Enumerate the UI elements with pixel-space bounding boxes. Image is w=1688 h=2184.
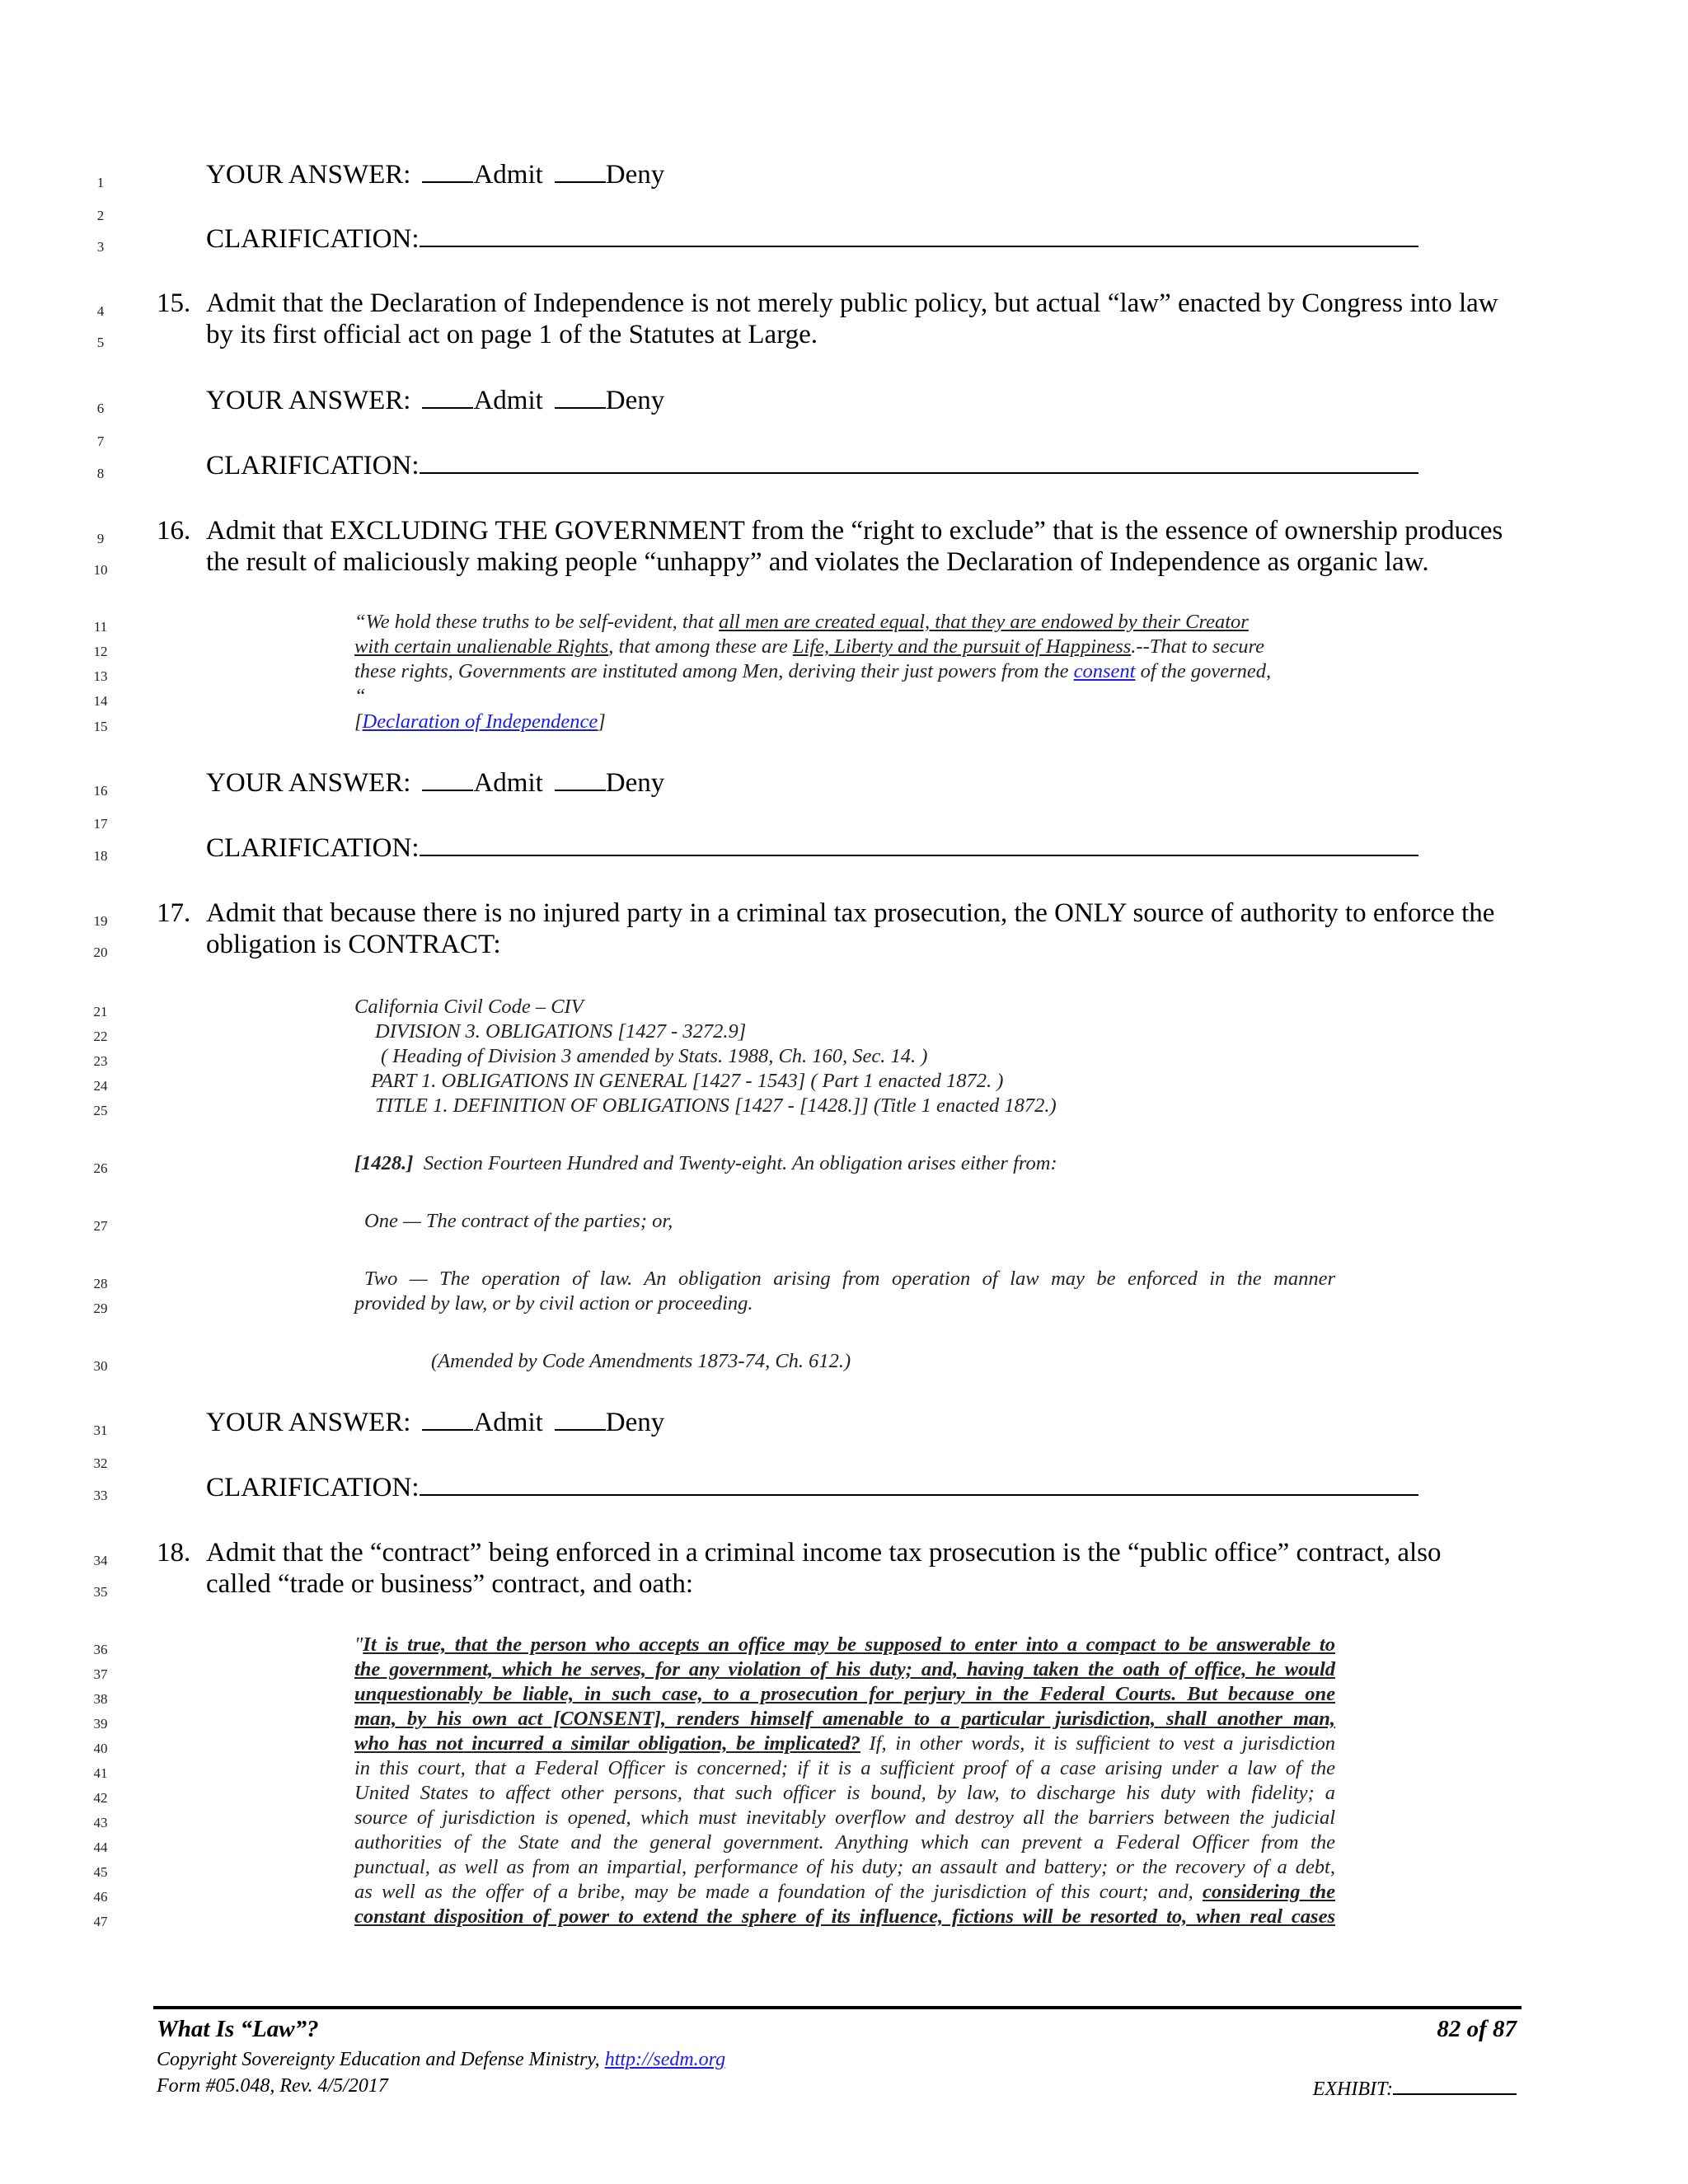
line-number: 47 bbox=[93, 1914, 108, 1929]
clarification-label: CLARIFICATION: bbox=[206, 833, 420, 863]
line-number: 18 bbox=[93, 848, 108, 864]
clarification-blank[interactable] bbox=[420, 452, 1418, 474]
footer-exhibit: EXHIBIT: bbox=[1313, 2075, 1517, 2101]
line-number: 13 bbox=[93, 668, 108, 684]
line-number: 22 bbox=[93, 1029, 108, 1044]
admit-label: Admit bbox=[473, 1408, 543, 1437]
line-number: 3 bbox=[96, 239, 105, 255]
consent-link[interactable]: consent bbox=[1073, 660, 1136, 682]
footer-copyright: Copyright Sovereignty Education and Defense Ministry, http://sedm.org bbox=[157, 2049, 726, 2070]
deny-label: Deny bbox=[605, 1408, 665, 1437]
line-number: 25 bbox=[93, 1103, 108, 1118]
question-text: Admit that because there is no injured party in a criminal tax prosecution, the ONLY source of authority to enforce the bbox=[206, 898, 1495, 928]
line-number: 20 bbox=[93, 944, 108, 960]
line-number: 37 bbox=[93, 1666, 108, 1682]
line-number: 43 bbox=[93, 1815, 108, 1830]
line-number: 29 bbox=[93, 1301, 108, 1316]
line-number: 2 bbox=[96, 208, 105, 223]
code-heading: DIVISION 3. OBLIGATIONS [1427 - 3272.9] bbox=[375, 1020, 747, 1043]
clarification-row bbox=[206, 451, 1418, 481]
question-number: 16. bbox=[157, 516, 191, 546]
line-number: 38 bbox=[93, 1691, 108, 1707]
line-number: 4 bbox=[96, 303, 105, 319]
line-number: 5 bbox=[96, 335, 105, 350]
quote-line: man, by his own act [CONSENT], renders himself amenable to a particular jurisdiction, shall another man, bbox=[354, 1708, 1335, 1730]
footer-title: What Is “Law”? bbox=[157, 2016, 319, 2042]
quote-line: constant disposition of power to extend the sphere of its influence, fictions will be resorted to, when real cases bbox=[354, 1905, 1335, 1928]
answer-row bbox=[206, 768, 664, 799]
quote-line: in this court, that a Federal Officer is concerned; if it is a sufficient proof of a case arising under a law of the bbox=[354, 1757, 1335, 1779]
line-number: 31 bbox=[93, 1422, 108, 1438]
line-number: 46 bbox=[93, 1889, 108, 1905]
deny-blank[interactable] bbox=[555, 1409, 606, 1431]
line-number: 34 bbox=[93, 1553, 108, 1568]
answer-label: YOUR ANSWER: bbox=[206, 1408, 411, 1437]
question-text: Admit that EXCLUDING THE GOVERNMENT from the “right to exclude” that is the essence of ownership produces bbox=[206, 516, 1503, 546]
quote-line: the government, which he serves, for any violation of his duty; and, having taken the oath of office, he would bbox=[354, 1658, 1335, 1680]
exhibit-blank[interactable] bbox=[1393, 2075, 1517, 2095]
code-clause: One — The contract of the parties; or, bbox=[364, 1210, 673, 1232]
quote-line: with certain unalienable Rights, that among these are Life, Liberty and the pursuit of Happiness.--That to secure bbox=[354, 635, 1265, 658]
admit-blank[interactable] bbox=[422, 387, 473, 409]
clarification-blank[interactable] bbox=[420, 226, 1418, 247]
answer-row bbox=[206, 160, 664, 190]
admit-label: Admit bbox=[473, 386, 543, 415]
line-number: 24 bbox=[93, 1078, 108, 1094]
line-number: 12 bbox=[93, 644, 108, 659]
quote-line: authorities of the State and the general government. Anything which can prevent a Federal Officer from the bbox=[354, 1831, 1335, 1854]
clarification-row bbox=[206, 1473, 1418, 1503]
question-number: 18. bbox=[157, 1538, 191, 1568]
code-clause: Two — The operation of law. An obligation arising from operation of law may be enforced in the manner bbox=[364, 1268, 1335, 1290]
question-number: 15. bbox=[157, 288, 191, 318]
line-number: 45 bbox=[93, 1864, 108, 1880]
deny-blank[interactable] bbox=[555, 770, 606, 791]
line-number: 28 bbox=[93, 1276, 108, 1291]
admit-label: Admit bbox=[473, 768, 543, 798]
deny-blank[interactable] bbox=[555, 162, 606, 183]
question-text: Admit that the Declaration of Independence is not merely public policy, but actual “law” enacted by Congress into law bbox=[206, 288, 1498, 318]
footer-form: Form #05.048, Rev. 4/5/2017 bbox=[157, 2075, 388, 2097]
line-number: 27 bbox=[93, 1218, 108, 1234]
clarification-blank[interactable] bbox=[420, 835, 1418, 856]
line-number: 21 bbox=[93, 1004, 108, 1019]
question-text: the result of maliciously making people “unhappy” and violates the Declaration of Independence as organic law. bbox=[206, 547, 1429, 577]
quote-line: punctual, as well as from an impartial, performance of his duty; an assault and battery; or the recovery of a debt, bbox=[354, 1856, 1335, 1878]
admit-label: Admit bbox=[473, 160, 543, 190]
question-number: 17. bbox=[157, 898, 191, 928]
answer-label: YOUR ANSWER: bbox=[206, 160, 411, 190]
code-heading: PART 1. OBLIGATIONS IN GENERAL [1427 - 1543] ( Part 1 enacted 1872. ) bbox=[371, 1070, 1004, 1092]
clarification-row bbox=[206, 224, 1418, 255]
line-number: 30 bbox=[93, 1358, 108, 1374]
line-number: 33 bbox=[93, 1488, 108, 1503]
admit-blank[interactable] bbox=[422, 162, 473, 183]
clarification-blank[interactable] bbox=[420, 1474, 1418, 1496]
admit-blank[interactable] bbox=[422, 1409, 473, 1431]
deny-blank[interactable] bbox=[555, 387, 606, 409]
line-number: 16 bbox=[93, 783, 108, 799]
line-number: 17 bbox=[93, 816, 108, 832]
line-number: 11 bbox=[93, 619, 108, 635]
code-note: (Amended by Code Amendments 1873-74, Ch. 612.) bbox=[431, 1350, 851, 1372]
line-number: 35 bbox=[93, 1584, 108, 1600]
line-number: 26 bbox=[93, 1160, 108, 1176]
line-number: 9 bbox=[96, 531, 105, 546]
line-number: 40 bbox=[93, 1741, 108, 1756]
line-number: 8 bbox=[96, 466, 105, 481]
quote-line: “ bbox=[354, 685, 366, 707]
question-text: Admit that the “contract” being enforced in a criminal income tax prosecution is the “public office” contract, also bbox=[206, 1538, 1442, 1568]
deny-label: Deny bbox=[605, 386, 665, 415]
line-number: 23 bbox=[93, 1053, 108, 1069]
deny-label: Deny bbox=[605, 160, 665, 190]
code-section: [1428.] Section Fourteen Hundred and Twenty-eight. An obligation arises either from: bbox=[354, 1152, 1057, 1174]
answer-label: YOUR ANSWER: bbox=[206, 386, 411, 415]
footer-page-number: 82 of 87 bbox=[1437, 2016, 1517, 2042]
sedm-link[interactable]: http://sedm.org bbox=[604, 2049, 726, 2070]
admit-blank[interactable] bbox=[422, 770, 473, 791]
quote-line: United States to affect other persons, that such officer is bound, by law, to discharge his duty with fidelity; a bbox=[354, 1782, 1335, 1804]
quote-line: unquestionably be liable, in such case, to a prosecution for perjury in the Federal Courts. But because one bbox=[354, 1683, 1335, 1705]
quote-line: who has not incurred a similar obligation, be implicated? If, in other words, it is sufficient to vest a jurisdiction bbox=[354, 1732, 1335, 1755]
deny-label: Deny bbox=[605, 768, 665, 798]
clarification-label: CLARIFICATION: bbox=[206, 451, 420, 480]
quote-line: "It is true, that the person who accepts an office may be supposed to enter into a compact to be answerable to bbox=[354, 1633, 1335, 1656]
answer-row bbox=[206, 386, 664, 416]
line-number: 7 bbox=[96, 434, 105, 449]
quote-line: as well as the offer of a bribe, may be made a foundation of the jurisdiction of this court; and, considering the bbox=[354, 1881, 1335, 1903]
line-number: 10 bbox=[93, 562, 108, 578]
line-number: 14 bbox=[93, 693, 108, 709]
line-number: 36 bbox=[93, 1642, 108, 1657]
quote-line: these rights, Governments are instituted among Men, deriving their just powers from the consent of the governed, bbox=[354, 660, 1272, 682]
line-number: 39 bbox=[93, 1716, 108, 1732]
code-heading: TITLE 1. DEFINITION OF OBLIGATIONS [1427 - [1428.]] (Title 1 enacted 1872.) bbox=[375, 1094, 1057, 1117]
declaration-link[interactable]: Declaration of Independence bbox=[362, 710, 598, 733]
answer-label: YOUR ANSWER: bbox=[206, 768, 411, 798]
line-number: 41 bbox=[93, 1765, 108, 1781]
question-text: obligation is CONTRACT: bbox=[206, 930, 501, 959]
line-number: 32 bbox=[93, 1455, 108, 1471]
footer-rule bbox=[153, 2006, 1522, 2009]
line-number: 19 bbox=[93, 913, 108, 929]
code-heading: California Civil Code – CIV bbox=[354, 996, 584, 1018]
code-heading: ( Heading of Division 3 amended by Stats. 1988, Ch. 160, Sec. 14. ) bbox=[381, 1045, 928, 1067]
quote-line: source of jurisdiction is opened, which must inevitably overflow and destroy all the barriers between the judicial bbox=[354, 1807, 1335, 1829]
clarification-row bbox=[206, 833, 1418, 864]
line-number: 42 bbox=[93, 1790, 108, 1806]
question-text: by its first official act on page 1 of the Statutes at Large. bbox=[206, 320, 818, 349]
question-text: called “trade or business” contract, and oath: bbox=[206, 1569, 694, 1599]
line-number: 15 bbox=[93, 719, 108, 734]
line-number: 1 bbox=[96, 175, 105, 190]
answer-row bbox=[206, 1408, 664, 1438]
quote-line: “We hold these truths to be self-evident, that all men are created equal, that they are endowed by their Creator bbox=[354, 611, 1249, 633]
clarification-label: CLARIFICATION: bbox=[206, 224, 420, 254]
code-clause: provided by law, or by civil action or proceeding. bbox=[354, 1292, 753, 1315]
line-number: 44 bbox=[93, 1840, 108, 1855]
quote-citation: [Declaration of Independence] bbox=[354, 710, 606, 733]
clarification-label: CLARIFICATION: bbox=[206, 1473, 420, 1502]
line-number: 6 bbox=[96, 401, 105, 416]
